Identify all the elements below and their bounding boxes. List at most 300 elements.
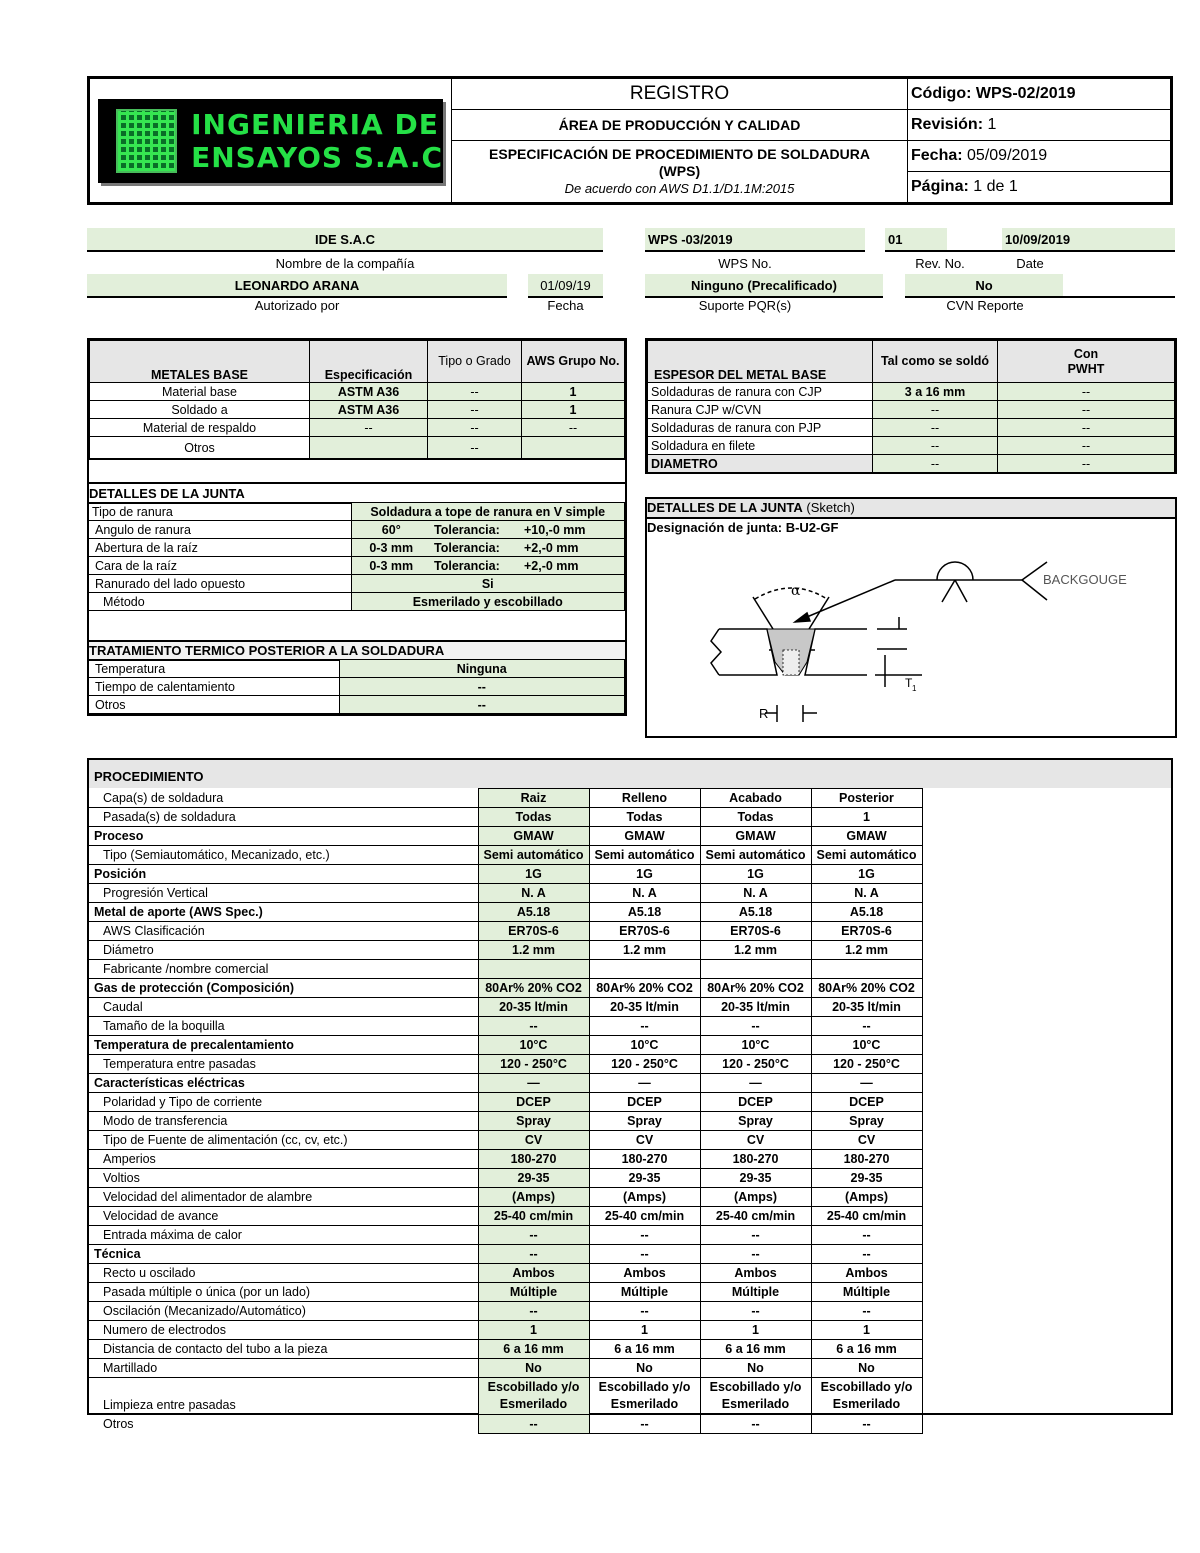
procedure-row-label: Entrada máxima de calor [89,1226,478,1245]
bm-cell: 1 [522,401,625,419]
procedure-row-label: Martillado [89,1359,478,1378]
procedure-row [89,1283,922,1302]
root-gap [783,650,799,675]
procedure-value: A5.18 [811,903,922,922]
tolerance-label: Tolerancia: [431,539,521,557]
pagina-label: Página: [911,178,969,195]
procedure-value: ER70S-6 [811,922,922,941]
bm-header-2: Tipo o Grado [428,341,522,383]
procedure-value: 25-40 cm/min [811,1207,922,1226]
procedure-value: 1.2 mm [700,941,811,960]
rev-number: 01 [885,228,947,252]
procedure-value: 6 a 16 mm [700,1340,811,1359]
tolerance-value: +2,-0 mm [521,557,625,575]
logo-cell [90,79,452,203]
procedure-value: Posterior [811,789,922,808]
procedure-value: Spray [589,1112,700,1131]
procedure-value: 20-35 lt/min [700,998,811,1017]
procedure-value: 1 [478,1321,589,1340]
procedure-value: 6 a 16 mm [589,1340,700,1359]
pqr-support-label: Suporte PQR(s) [698,298,792,313]
backgouge-label: BACKGOUGE [1043,572,1127,587]
procedure-value [478,960,589,979]
bm-row-label: Soldado a [90,401,310,419]
procedure-value [811,960,922,979]
procedure-value: 180-270 [589,1150,700,1169]
bm-row-label: Material de respaldo [90,419,310,437]
th-cell: -- [998,419,1175,437]
procedure-value: 10°C [700,1036,811,1055]
procedure-value: -- [478,1415,589,1434]
procedure-value: A5.18 [700,903,811,922]
procedure-row [89,1074,922,1093]
procedure-value: 1 [811,1321,922,1340]
th-cell: -- [873,401,998,419]
logo-grid-icon [116,109,177,173]
arrow-head [795,613,810,622]
procedure-value: -- [478,1226,589,1245]
procedure-row [89,1415,922,1434]
procedure-row-label: Amperios [89,1150,478,1169]
procedure-value: 1.2 mm [589,941,700,960]
bm-cell [310,437,428,459]
procedure-value: -- [478,1017,589,1036]
joint-row-label: Ranurado del lado opuesto [89,575,351,593]
procedure-value: -- [478,1302,589,1321]
procedure-value: Múltiple [589,1283,700,1302]
procedure-row-label: Posición [89,865,478,884]
procedure-row-label: Diámetro [89,941,478,960]
procedure-table [89,788,923,1434]
procedure-value: Spray [478,1112,589,1131]
revision-cell [908,110,1171,141]
procedure-value: 20-35 lt/min [478,998,589,1017]
joint-row-label: Angulo de ranura [89,521,351,539]
procedure-value: 80Ar% 20% CO2 [700,979,811,998]
th-header-0: ESPESOR DEL METAL BASE [648,341,873,383]
procedure-row [89,941,922,960]
th-row-label: Soldadura en filete [648,437,873,455]
codigo-value: WPS-02/2019 [975,85,1076,102]
procedure-value: 1 [811,808,922,827]
procedure-value: Raiz [478,789,589,808]
th-cell: -- [998,455,1175,473]
procedure-row-label: Velocidad del alimentador de alambre [89,1188,478,1207]
procedure-value [700,960,811,979]
procedure-row-label: Modo de transferencia [89,1112,478,1131]
procedure-value: CV [478,1131,589,1150]
procedure-row-label: Metal de aporte (AWS Spec.) [89,903,478,922]
joint-row-label: Abertura de la raíz [89,539,351,557]
procedure-row [89,884,922,903]
procedure-value: 29-35 [478,1169,589,1188]
procedure-row [89,1112,922,1131]
joint-value: Esmerilado y escobillado [351,593,625,611]
th-cell: -- [998,401,1175,419]
procedure-value: GMAW [478,827,589,846]
procedure-value: -- [811,1226,922,1245]
procedure-row-label: Pasada(s) de soldadura [89,808,478,827]
procedure-value: -- [589,1017,700,1036]
procedure-value: 1G [478,865,589,884]
procedure-value: Semi automático [811,846,922,865]
rev-spacer [947,228,1002,252]
procedure-row-label: Oscilación (Mecanizado/Automático) [89,1302,478,1321]
procedure-value: 10°C [811,1036,922,1055]
procedure-value: 1G [811,865,922,884]
procedure-value: 20-35 lt/min [589,998,700,1017]
pwht-value: -- [339,678,625,696]
wps-date: 10/09/2019 [1002,228,1175,252]
procedure-value: DCEP [811,1093,922,1112]
pwht-row-label: Otros [89,696,339,714]
procedure-row-label: Capa(s) de soldadura [89,789,478,808]
procedure-value: -- [589,1415,700,1434]
procedure-row [89,1226,922,1245]
procedure-row-label: Distancia de contacto del tubo a la pieza [89,1340,478,1359]
procedure-value: 25-40 cm/min [478,1207,589,1226]
t-label: T [905,676,913,690]
procedure-value: -- [589,1302,700,1321]
procedure-value: -- [700,1226,811,1245]
procedure-row [89,808,922,827]
procedure-value: Escobillado y/o Esmerilado [811,1378,922,1415]
procedure-row-label: AWS Clasificación [89,922,478,941]
bm-cell: -- [522,419,625,437]
fecha-label: Fecha: [911,147,963,164]
procedure-value: Semi automático [589,846,700,865]
procedure-value: Ambos [700,1264,811,1283]
document-header [87,76,1173,205]
procedure-value: Todas [589,808,700,827]
procedure-value: Múltiple [700,1283,811,1302]
procedure-row [89,1036,922,1055]
fecha-value: 05/09/2019 [967,147,1048,164]
procedure-row-label: Temperatura entre pasadas [89,1055,478,1074]
th-row-label: Ranura CJP w/CVN [648,401,873,419]
joint-value: Soldadura a tope de ranura en V simple [351,503,625,521]
procedure-value: -- [589,1245,700,1264]
procedure-row [89,960,922,979]
procedure-row-label: Proceso [89,827,478,846]
procedure-row [89,789,922,808]
procedure-value: — [811,1074,922,1093]
procedure-value: Ambos [478,1264,589,1283]
procedure-row-label: Tamaño de la boquilla [89,1017,478,1036]
procedure-value: (Amps) [700,1188,811,1207]
procedure-value: -- [811,1017,922,1036]
th-row-label: DIAMETRO [648,455,873,473]
pagina-cell [908,172,1171,203]
tolerance-label: Tolerancia: [431,557,521,575]
revision-value: 1 [987,116,997,133]
joint-designation [647,519,1175,537]
procedure-row [89,1302,922,1321]
procedure-value: -- [478,1245,589,1264]
procedure-row [89,998,922,1017]
procedure-value: CV [700,1131,811,1150]
logo-text-line2: ENSAYOS S.A.C [191,140,443,174]
procedure-value: Ambos [589,1264,700,1283]
authorized-date: 01/09/19 [528,274,603,298]
fecha-cell [908,141,1171,172]
area-title: ÁREA DE PRODUCCIÓN Y CALIDAD [452,110,908,141]
procedure-row-label: Velocidad de avance [89,1207,478,1226]
procedure-row-label: Numero de electrodos [89,1321,478,1340]
procedure-value: -- [700,1415,811,1434]
procedure-row-label: Recto u oscilado [89,1264,478,1283]
procedure-value: 120 - 250°C [589,1055,700,1074]
th-row-label: Soldaduras de ranura con PJP [648,419,873,437]
procedure-value: CV [811,1131,922,1150]
wps-number: WPS -03/2019 [645,228,865,252]
bm-cell: 1 [522,383,625,401]
procedure-row-label: Polaridad y Tipo de corriente [89,1093,478,1112]
procedure-value: A5.18 [589,903,700,922]
procedure-value: Semi automático [700,846,811,865]
authorized-label: Autorizado por [254,298,340,313]
procedure-value: N. A [589,884,700,903]
designation-label: Designación de junta: [647,520,783,535]
procedure-value: No [589,1359,700,1378]
procedure-title: PROCEDIMIENTO [89,760,1171,788]
logo-text-line1: INGENIERIA DE [191,107,439,141]
procedure-value: 6 a 16 mm [811,1340,922,1359]
procedure-value: Todas [700,808,811,827]
procedure-value: — [700,1074,811,1093]
pwht-row-label: Temperatura [89,660,339,678]
bm-header-1: Especificación [310,341,428,383]
procedure-row [89,1169,922,1188]
th-cell: 3 a 16 mm [873,383,998,401]
authorized-date-label: Fecha [547,298,584,313]
procedure-value: 25-40 cm/min [589,1207,700,1226]
procedure-row-label: Limpieza entre pasadas [89,1378,478,1415]
codigo-cell [908,79,1171,110]
procedure-row [89,1188,922,1207]
procedure-value: 10°C [478,1036,589,1055]
company-name: IDE S.A.C [87,228,603,252]
procedure-value: GMAW [811,827,922,846]
bm-cell: -- [428,401,522,419]
bm-row-label: Material base [90,383,310,401]
joint-row-label: Método [89,593,351,611]
procedure-value: 29-35 [700,1169,811,1188]
joint-value: 0-3 mm [351,539,431,557]
joint-and-pwht-section [87,460,627,716]
thickness-table [645,338,1177,474]
th-header-2: Con PWHT [998,341,1175,383]
procedure-value: -- [811,1302,922,1321]
procedure-value: 29-35 [811,1169,922,1188]
bm-cell: ASTM A36 [310,401,428,419]
procedure-value: 180-270 [811,1150,922,1169]
arrow-leader [795,580,895,622]
r-label: R [759,706,769,721]
procedure-value: N. A [478,884,589,903]
bm-cell [522,437,625,459]
authorized-by: LEONARDO ARANA [87,274,507,298]
procedure-value: 80Ar% 20% CO2 [478,979,589,998]
procedure-value: Escobillado y/o Esmerilado [589,1378,700,1415]
joint-value: 0-3 mm [351,557,431,575]
procedure-row-label: Gas de protección (Composición) [89,979,478,998]
pwht-title: TRATAMIENTO TERMICO POSTERIOR A LA SOLDADURA [89,640,625,661]
procedure-value: Múltiple [478,1283,589,1302]
bm-cell: -- [310,419,428,437]
procedure-value: No [478,1359,589,1378]
procedure-value: 6 a 16 mm [478,1340,589,1359]
procedure-value: Spray [700,1112,811,1131]
cvn-spacer [1063,274,1175,298]
procedure-value: 10°C [589,1036,700,1055]
procedure-row [89,827,922,846]
procedure-value: (Amps) [589,1188,700,1207]
bm-header-3: AWS Grupo No. [522,341,625,383]
t-subscript: 1 [912,684,917,693]
procedure-row [89,903,922,922]
procedure-row [89,865,922,884]
procedure-value: 180-270 [478,1150,589,1169]
procedure-value: Spray [811,1112,922,1131]
procedure-value: GMAW [700,827,811,846]
sketch-title-suffix: (Sketch) [806,500,855,515]
company-logo [98,99,443,183]
joint-sketch-box [645,497,1177,738]
procedure-row-label: Características eléctricas [89,1074,478,1093]
procedure-value: — [589,1074,700,1093]
procedure-row-label: Técnica [89,1245,478,1264]
procedure-value: CV [589,1131,700,1150]
sketch-title-bar [647,499,1175,519]
spec-title-cell [452,141,908,203]
procedure-value: No [811,1359,922,1378]
procedure-value: N. A [700,884,811,903]
procedure-section [87,758,1173,1432]
procedure-row [89,1093,922,1112]
procedure-row-label: Temperatura de precalentamiento [89,1036,478,1055]
bm-cell: -- [428,383,522,401]
registro-title: REGISTRO [452,79,908,110]
pwht-value: -- [339,696,625,714]
procedure-value: (Amps) [811,1188,922,1207]
procedure-row [89,979,922,998]
procedure-value: 25-40 cm/min [700,1207,811,1226]
procedure-row [89,1055,922,1074]
procedure-value: 1G [700,865,811,884]
procedure-row-label: Voltios [89,1169,478,1188]
bm-header-0: METALES BASE [90,341,310,383]
joint-drawing [647,537,1175,737]
procedure-row-label: Pasada múltiple o única (por un lado) [89,1283,478,1302]
procedure-row-label: Tipo de Fuente de alimentación (cc, cv, etc.) [89,1131,478,1150]
procedure-value: — [478,1074,589,1093]
procedure-row [89,1017,922,1036]
procedure-row-label: Tipo (Semiautomático, Mecanizado, etc.) [89,846,478,865]
procedure-value: ER70S-6 [478,922,589,941]
procedure-value: DCEP [589,1093,700,1112]
joint-row-label: Cara de la raíz [89,557,351,575]
procedure-value: 1 [700,1321,811,1340]
procedure-row [89,922,922,941]
bm-cell: -- [428,419,522,437]
procedure-value: 20-35 lt/min [811,998,922,1017]
procedure-row [89,1150,922,1169]
procedure-value: Ambos [811,1264,922,1283]
joint-value: 60° [351,521,431,539]
sketch-title: DETALLES DE LA JUNTA [647,500,803,515]
base-metals-table [87,338,627,460]
cvn-report: No [905,274,1063,298]
procedure-value: 29-35 [589,1169,700,1188]
procedure-value [589,960,700,979]
procedure-value: DCEP [700,1093,811,1112]
procedure-value: 180-270 [700,1150,811,1169]
procedure-row-label: Progresión Vertical [89,884,478,903]
according-text: De acuerdo con AWS D1.1/D1.1M:2015 [564,181,795,196]
procedure-value: GMAW [589,827,700,846]
procedure-row-label: Otros [89,1415,478,1434]
procedure-row [89,1245,922,1264]
joint-title: DETALLES DE LA JUNTA [89,482,625,504]
th-row-label: Soldaduras de ranura con CJP [648,383,873,401]
bm-cell: ASTM A36 [310,383,428,401]
designation-value: B-U2-GF [785,520,839,535]
procedure-row [89,1264,922,1283]
pqr-support: Ninguno (Precalificado) [645,274,883,298]
wps-number-label: WPS No. [718,256,772,271]
procedure-value: Múltiple [811,1283,922,1302]
procedure-row-label: Fabricante /nombre comercial [89,960,478,979]
procedure-value: Semi automático [478,846,589,865]
tolerance-label: Tolerancia: [431,521,521,539]
bm-cell: -- [428,437,522,459]
procedure-value: 80Ar% 20% CO2 [811,979,922,998]
procedure-row [89,1131,922,1150]
procedure-value: 1.2 mm [811,941,922,960]
procedure-row-label: Caudal [89,998,478,1017]
procedure-value: -- [811,1415,922,1434]
procedure-value: Todas [478,808,589,827]
procedure-value: -- [811,1245,922,1264]
pwht-row-label: Tiempo de calentamiento [89,678,339,696]
pagina-value: 1 de 1 [973,178,1018,195]
joint-value: Si [351,575,625,593]
procedure-value: -- [589,1226,700,1245]
procedure-row [89,1207,922,1226]
procedure-value: 120 - 250°C [478,1055,589,1074]
procedure-value: Relleno [589,789,700,808]
procedure-value: N. A [811,884,922,903]
procedure-value: 1G [589,865,700,884]
company-name-label: Nombre de la compañía [275,256,415,271]
procedure-value: DCEP [478,1093,589,1112]
alpha-label: α [791,583,801,599]
th-cell: -- [998,437,1175,455]
wps-date-label: Date [1016,256,1044,271]
procedure-value: 1 [589,1321,700,1340]
tolerance-value: +10,-0 mm [521,521,625,539]
procedure-row [89,846,922,865]
procedure-value: 80Ar% 20% CO2 [589,979,700,998]
th-cell: -- [873,437,998,455]
procedure-value: No [700,1359,811,1378]
th-cell: -- [873,455,998,473]
cvn-report-label: CVN Reporte [946,298,1024,313]
procedure-value: A5.18 [478,903,589,922]
tolerance-value: +2,-0 mm [521,539,625,557]
pwht-value: Ninguna [339,660,625,678]
